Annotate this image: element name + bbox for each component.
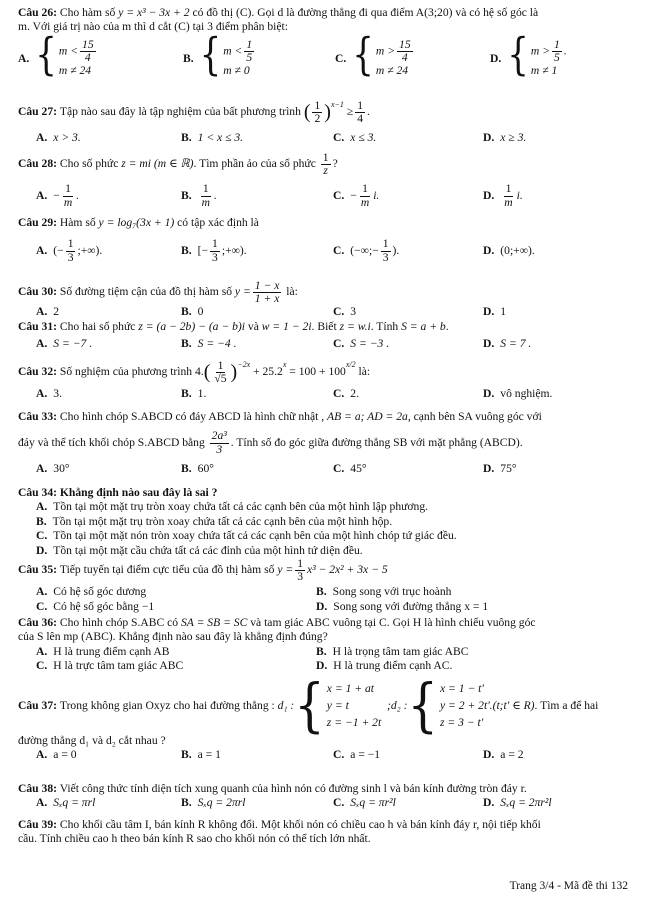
punctuation: . xyxy=(563,44,567,58)
option-letter: C. xyxy=(333,131,345,145)
denominator: m xyxy=(201,195,211,209)
option-text: Sₓq = πrl xyxy=(53,796,96,810)
question-text: có đồ thị (C). Gọi d là đường thẳng đi qua điểm A(3;20) và có hệ số góc là xyxy=(192,6,539,19)
suffix: i. xyxy=(516,188,523,202)
interval-close: ;+∞). xyxy=(221,243,247,257)
question-text: Số nghiệm của phương trình xyxy=(59,365,193,379)
option-letter: B. xyxy=(181,387,192,401)
interval-open: (−∞;− xyxy=(350,243,379,257)
option-letter: B. xyxy=(316,585,327,599)
option-letter: D. xyxy=(483,131,495,145)
option-text: 3 xyxy=(350,305,357,319)
option-d[interactable] xyxy=(483,244,535,258)
math-expr: S = a + b xyxy=(401,320,446,333)
question-text: Cho hàm số xyxy=(59,6,116,19)
numerator: 1 xyxy=(65,182,71,196)
numerator: 1 − x xyxy=(254,279,280,292)
option-letter: B. xyxy=(181,305,192,319)
option-b[interactable] xyxy=(181,796,333,810)
option-letter: C. xyxy=(333,188,345,202)
option-letter: B. xyxy=(36,514,47,528)
denominator: 3 xyxy=(216,442,223,456)
option-text: H là trung điểm cạnh AB xyxy=(53,644,170,658)
question-text: Cho hai số phức xyxy=(59,320,136,333)
option-text: a = −1 xyxy=(350,748,381,762)
question-text: có tập xác định là xyxy=(177,216,259,229)
exponent: x−1 xyxy=(330,100,344,109)
sign: − xyxy=(53,188,60,202)
question-text: là: xyxy=(358,365,371,379)
option-c[interactable] xyxy=(18,529,634,543)
option-a[interactable] xyxy=(18,131,181,145)
option-letter: D. xyxy=(483,748,495,762)
numerator: 1 xyxy=(202,182,209,196)
question-text: Trong không gian Oxyz cho hai đường thẳng : xyxy=(59,698,275,712)
question-27: Câu 27: Tập nào sau đây là tập nghiệm của bất phương trình ( $\frac{1}{2}$ ) $^{x-1}$ ≥ $\frac{1}{4}$ . A. x > 3. B. 1 < x ≤ 3. C. x ≤ 3. D. x ≥ 3. xyxy=(18,99,527,145)
option-text: Sₓq = 2πrl xyxy=(197,796,246,810)
interval-open: [− xyxy=(197,243,209,257)
function-lhs: y = xyxy=(234,285,251,299)
question-label: Câu 39: xyxy=(18,818,57,831)
question-text: Cho hình chóp S.ABC có xyxy=(59,616,179,629)
condition: m ≠ 24 xyxy=(58,64,92,78)
option-text: H là trực tâm tam giác ABC xyxy=(53,659,184,673)
question-text: Cho khối cầu tâm I, bán kính R không đổi. Một khối nón có chiều cao h và bán kính đáy r, nội tiếp khối xyxy=(59,818,541,831)
question-text: và tam giác ABC vuông tại C. Gọi H là hình chiếu vuông góc xyxy=(250,616,536,629)
option-text: Tồn tại một mặt trụ tròn xoay chứa tất cả các cạnh bên của một hình lập phương. xyxy=(53,500,429,514)
exponent: x/2 xyxy=(345,360,356,369)
exponent: x xyxy=(282,360,287,369)
option-letter: D. xyxy=(483,243,495,257)
suffix: . xyxy=(214,188,217,202)
question-label: Câu 35: xyxy=(18,563,57,577)
function-expr: y = x³ − 3x + 2 xyxy=(118,6,190,19)
question-text: . Biết xyxy=(311,320,337,333)
option-a[interactable] xyxy=(18,183,181,208)
option-c[interactable] xyxy=(333,238,483,263)
coefficient: 4. xyxy=(195,365,204,379)
equation-line: x = 1 − t' xyxy=(440,682,484,695)
interval-close: ;+∞). xyxy=(77,243,103,257)
denominator: 3 xyxy=(212,250,218,264)
numerator: 2a³ xyxy=(211,429,227,443)
question-26 xyxy=(18,6,634,94)
question-39 xyxy=(18,818,634,847)
question-text: của S lên mp (ABC). Khẳng định nào sau đây là khẳng định đúng? xyxy=(18,630,328,644)
condition: m > xyxy=(375,44,396,58)
question-text: Tiếp tuyến tại điểm cực tiểu của đồ thị hàm số xyxy=(59,563,275,577)
option-text: x ≤ 3. xyxy=(350,131,377,145)
option-text: 2 xyxy=(53,305,60,319)
option-letter: A. xyxy=(36,748,48,762)
equation-line: z = 3 − t' xyxy=(440,715,484,729)
question-label: Câu 27: xyxy=(18,105,57,119)
numerator: 1 xyxy=(212,237,218,251)
question-text: và xyxy=(247,320,259,333)
question-text: Khẳng định nào sau đây là sai ? xyxy=(59,486,218,499)
option-a[interactable] xyxy=(18,748,181,762)
option-letter: A. xyxy=(36,500,48,514)
option-c[interactable] xyxy=(333,748,483,762)
option-letter: C. xyxy=(333,796,345,810)
question-31 xyxy=(18,320,634,356)
option-text: 0 xyxy=(197,305,204,319)
math-expr: w = 1 − 2i xyxy=(261,320,312,333)
option-a[interactable] xyxy=(18,585,316,599)
question-text: . Tìm phần ảo của số phức xyxy=(193,157,316,171)
denominator: 1 + x xyxy=(254,292,280,306)
option-text: 75° xyxy=(500,461,517,475)
exam-page xyxy=(18,6,634,847)
option-text: a = 0 xyxy=(53,748,77,762)
option-text: S = 7 . xyxy=(500,337,532,351)
denominator: √5 xyxy=(214,372,227,386)
question-text: đường thẳng d₁ và d₂ cắt nhau ? xyxy=(18,734,166,747)
question-label: Câu 30: xyxy=(18,285,57,299)
numerator: 1 xyxy=(297,557,303,570)
option-b[interactable] xyxy=(181,387,333,401)
option-c[interactable] xyxy=(333,337,483,351)
option-letter: A. xyxy=(36,131,48,145)
inequality-sign: ≥ xyxy=(346,105,354,119)
option-text: a = 2 xyxy=(500,748,524,762)
denominator: 4 xyxy=(84,51,91,65)
page-footer: Trang 3/4 - Mã đề thi 132 xyxy=(509,880,628,892)
numerator: 1 xyxy=(554,37,560,51)
question-32: Câu 32: Số nghiệm của phương trình 4. ( $\frac{1}{√5}$ ) $^{-2x}$ + 25.2 $^x$ = 100 + 100 $^{x/2}$ là: A. 3. B. 1. C. 2. D. vô nghiệm. xyxy=(18,359,553,401)
option-letter: A. xyxy=(18,51,30,65)
condition: m < xyxy=(58,44,79,58)
option-b[interactable] xyxy=(181,238,333,263)
question-text: Hàm số xyxy=(59,216,96,229)
option-text: Sₓq = 2πr²l xyxy=(500,796,552,810)
numerator: 1 xyxy=(357,99,363,112)
option-letter: A. xyxy=(36,305,48,319)
option-text: S = −4 . xyxy=(197,337,237,351)
option-letter: B. xyxy=(183,51,194,65)
option-b[interactable] xyxy=(181,462,333,476)
question-36 xyxy=(18,616,634,680)
math-expr: z = (a − 2b) − (a − b)i xyxy=(138,320,245,333)
exponent: −2x xyxy=(237,360,251,369)
question-38 xyxy=(18,782,634,818)
question-35 xyxy=(18,558,634,616)
question-label: Câu 31: xyxy=(18,320,57,333)
denominator: 2 xyxy=(314,112,321,126)
math-expr: SA = SB = SC xyxy=(181,616,248,629)
question-text: Cho số phức xyxy=(59,157,119,171)
function-lhs: y = xyxy=(277,563,294,577)
option-a[interactable] xyxy=(18,387,181,401)
interval-close: ). xyxy=(392,243,400,257)
option-text: Tồn tại một mặt cầu chứa tất cả các đỉnh của một hình tứ diện đều. xyxy=(53,543,363,557)
option-a[interactable]: A. { m < $\frac{15}{4}$ m ≠ 24 xyxy=(18,39,183,79)
punctuation: . xyxy=(366,105,370,119)
question-label: Câu 34: xyxy=(18,486,57,499)
numerator: 1 xyxy=(217,359,224,372)
question-text: đáy và thể tích khối chóp S.ABCD bằng xyxy=(18,435,205,449)
option-text: 3. xyxy=(53,387,62,401)
option-text: (0;+∞). xyxy=(500,243,535,257)
option-d[interactable] xyxy=(18,544,634,558)
condition: m ≠ 0 xyxy=(223,64,250,78)
option-d[interactable]: D. { m > $\frac{1}{5}$ . m ≠ 1 xyxy=(490,29,567,82)
option-text: x ≥ 3. xyxy=(500,131,527,145)
option-letter: C. xyxy=(333,387,345,401)
option-letter: B. xyxy=(181,337,192,351)
interval-open: (− xyxy=(53,243,64,257)
denominator: m xyxy=(63,195,73,209)
option-text: 60° xyxy=(197,461,214,475)
question-28 xyxy=(18,152,634,216)
question-text: Viết công thức tính diện tích xung quanh của hình nón có đường sinh l và bán kính đường tròn đáy r. xyxy=(59,782,527,795)
option-text: S = −7 . xyxy=(53,337,93,351)
option-letter: D. xyxy=(483,461,495,475)
numerator: 1 xyxy=(314,99,321,112)
option-c[interactable] xyxy=(333,305,483,319)
suffix: . xyxy=(76,188,80,202)
option-d[interactable] xyxy=(483,337,531,351)
question-label: Câu 36: xyxy=(18,616,57,629)
suffix: i. xyxy=(373,188,380,202)
numerator: 1 xyxy=(322,151,329,164)
option-letter: D. xyxy=(36,543,48,557)
option-b[interactable] xyxy=(181,337,333,351)
option-letter: D. xyxy=(316,599,328,613)
option-c[interactable] xyxy=(333,462,483,476)
option-letter: A. xyxy=(36,337,48,351)
option-b[interactable] xyxy=(181,305,333,319)
option-b[interactable] xyxy=(316,645,469,659)
denominator: 3 xyxy=(297,570,303,584)
option-text: 30° xyxy=(53,461,70,475)
condition: m < xyxy=(223,44,243,58)
question-label: Câu 38: xyxy=(18,782,57,795)
option-text: x > 3. xyxy=(53,131,81,145)
option-d[interactable] xyxy=(483,131,526,145)
option-c[interactable] xyxy=(18,659,316,673)
question-label: Câu 26: xyxy=(18,6,57,19)
condition: m ≠ 24 xyxy=(375,64,409,78)
question-label: Câu 28: xyxy=(18,157,57,171)
option-letter: B. xyxy=(181,748,192,762)
question-text: . Tính số đo góc giữa đường thẳng SB với mặt phẳng (ABCD). xyxy=(230,435,523,449)
equation-line: z = −1 + 2t xyxy=(326,715,382,729)
option-a[interactable] xyxy=(18,462,181,476)
option-letter: D. xyxy=(483,188,495,202)
numerator: 1 xyxy=(382,237,389,251)
numerator: 15 xyxy=(399,37,411,51)
numerator: 15 xyxy=(82,37,94,51)
option-letter: D. xyxy=(490,51,502,65)
option-b[interactable] xyxy=(316,585,451,599)
denominator: z xyxy=(323,164,328,178)
option-letter: B. xyxy=(181,188,192,202)
option-text: a = 1 xyxy=(197,748,221,762)
numerator: 1 xyxy=(362,182,368,196)
option-c[interactable] xyxy=(333,131,483,145)
option-text: 1 xyxy=(500,305,507,319)
option-a[interactable] xyxy=(18,305,181,319)
option-a[interactable] xyxy=(18,238,181,263)
option-letter: C. xyxy=(333,337,345,351)
denominator: m xyxy=(504,195,513,209)
question-text: , cạnh bên SA vuông góc với xyxy=(407,410,542,423)
option-b[interactable] xyxy=(18,515,634,529)
option-text: vô nghiệm. xyxy=(500,387,553,401)
denominator: 5 xyxy=(554,51,560,65)
line-d1-label: d₁ : xyxy=(277,698,295,712)
option-letter: C. xyxy=(333,461,345,475)
condition: m > xyxy=(530,44,551,58)
question-text: cầu. Tính chiều cao h theo bán kính R sao cho khối nón có thể tích lớn nhất. xyxy=(18,832,371,846)
option-text: Tồn tại một mặt nón tròn xoay chứa tất cả các cạnh bên của một hình chóp tứ giác đều. xyxy=(53,529,457,543)
option-letter: C. xyxy=(333,748,345,762)
option-c[interactable] xyxy=(333,796,483,810)
option-letter: C. xyxy=(36,599,48,613)
option-d[interactable] xyxy=(483,387,552,401)
question-text: . Tìm a để hai xyxy=(534,698,599,712)
function-expr: y = log₇(3x + 1) xyxy=(98,216,175,229)
option-text: Sₓq = πr²l xyxy=(350,796,396,810)
option-text: S = −3 . xyxy=(350,337,390,351)
punctuation: ? xyxy=(332,157,338,171)
question-37: Câu 37: Trong không gian Oxyz cho hai đường thẳng : d₁ : { x = 1 + at y = t z = −1 + 2t ;d₂ : { x = 1 − t' y = 2 + 2t'.(t;t' ∈ R) z = 3 − t' . Tìm a để hai đường thẳng d₁ và d₂ cắt nhau ? A. a = 0 B. a = 1 C. a = −1 D. a = 2 xyxy=(18,682,634,782)
question-34 xyxy=(18,486,634,558)
denominator: 3 xyxy=(67,250,74,264)
question-label: Câu 37: xyxy=(18,698,57,712)
option-text: 1 < x ≤ 3. xyxy=(197,131,244,145)
option-text: H là trọng tâm tam giác ABC xyxy=(332,644,469,658)
option-letter: C. xyxy=(335,51,347,65)
option-letter: A. xyxy=(36,188,48,202)
option-text: 2. xyxy=(350,387,359,401)
option-d[interactable] xyxy=(483,796,552,810)
option-letter: D. xyxy=(483,387,495,401)
option-d[interactable] xyxy=(483,305,506,319)
option-text: Song song với đường thẳng x = 1 xyxy=(333,599,489,613)
option-d[interactable] xyxy=(483,748,524,762)
question-30 xyxy=(18,280,634,320)
denominator: 4 xyxy=(357,112,363,126)
option-letter: A. xyxy=(36,644,48,658)
option-c[interactable] xyxy=(333,183,483,208)
option-b[interactable] xyxy=(181,131,333,145)
option-c[interactable] xyxy=(333,387,483,401)
condition: m ≠ 1 xyxy=(530,64,558,78)
question-29 xyxy=(18,216,634,280)
function-expr: x³ − 2x² + 3x − 5 xyxy=(306,563,388,577)
option-letter: B. xyxy=(316,644,327,658)
option-letter: A. xyxy=(36,243,48,257)
option-letter: A. xyxy=(36,461,48,475)
denominator: 3 xyxy=(382,250,389,264)
option-a[interactable] xyxy=(18,796,181,810)
option-text: 1. xyxy=(197,387,207,401)
option-text: Tồn tại một mặt trụ tròn xoay chứa tất cả các cạnh bên của một hình hộp. xyxy=(52,514,393,528)
option-text: H là trung điểm cạnh AC. xyxy=(333,659,453,673)
equation-line: y = t xyxy=(326,698,349,712)
option-a[interactable] xyxy=(18,337,181,351)
option-letter: C. xyxy=(333,305,345,319)
option-letter: A. xyxy=(36,387,48,401)
math-expr: AB = a; AD = 2a xyxy=(327,410,408,423)
option-b[interactable] xyxy=(181,748,333,762)
option-letter: D. xyxy=(483,305,495,319)
question-text: . Tính xyxy=(370,320,399,333)
denominator: 5 xyxy=(246,51,253,65)
option-b[interactable] xyxy=(181,183,333,208)
question-text: Cho hình chóp S.ABCD có đáy ABCD là hình chữ nhật , xyxy=(59,410,325,423)
numerator: 1 xyxy=(505,182,512,196)
option-letter: B. xyxy=(181,131,192,145)
option-text: Song song với trục hoành xyxy=(332,585,452,599)
option-b[interactable]: B. { m < $\frac{1}{5}$ m ≠ 0 xyxy=(183,39,335,79)
option-letter: B. xyxy=(181,243,192,257)
option-letter: D. xyxy=(483,796,495,810)
option-letter: C. xyxy=(36,529,48,543)
math-term: + 25.2 xyxy=(253,365,283,379)
numerator: 1 xyxy=(246,37,253,51)
option-text: Có hệ số góc dương xyxy=(53,585,147,599)
option-letter: C. xyxy=(36,659,48,673)
option-d[interactable] xyxy=(316,600,488,614)
option-letter: C. xyxy=(333,243,345,257)
math-term: = 100 + 100 xyxy=(289,365,346,379)
denominator: m xyxy=(360,195,370,209)
question-text: Số đường tiệm cận của đồ thị hàm số xyxy=(59,285,233,299)
denominator: 4 xyxy=(401,51,408,65)
sign: − xyxy=(350,188,357,202)
option-d[interactable] xyxy=(483,462,517,476)
equation-line: x = 1 + at xyxy=(326,682,374,695)
option-letter: A. xyxy=(36,585,48,599)
option-letter: D. xyxy=(483,337,495,351)
punctuation: . xyxy=(445,320,449,333)
option-text: Có hệ số góc bằng −1 xyxy=(53,599,155,613)
equation-line: y = 2 + 2t'.(t;t' ∈ R) xyxy=(440,698,535,712)
option-letter: B. xyxy=(181,461,192,475)
question-label: Câu 29: xyxy=(18,216,57,229)
option-c[interactable] xyxy=(18,600,316,614)
option-d[interactable] xyxy=(483,183,523,208)
option-letter: A. xyxy=(36,796,48,810)
question-text: là: xyxy=(286,285,298,299)
question-text: m. Với giá trị nào của m thì d cắt (C) tại 3 điểm phân biệt: xyxy=(18,20,288,34)
option-c[interactable]: C. { m > $\frac{15}{4}$ m ≠ 24 xyxy=(335,39,490,79)
option-text: 45° xyxy=(350,461,367,475)
question-label: Câu 33: xyxy=(18,410,57,423)
math-expr: z = mi (m ∈ ℝ) xyxy=(121,157,194,171)
line-d2-label: ;d₂ : xyxy=(387,698,408,712)
question-label: Câu 32: xyxy=(18,365,57,379)
option-a[interactable] xyxy=(18,500,634,514)
option-a[interactable] xyxy=(18,645,316,659)
option-letter: D. xyxy=(316,659,328,673)
math-expr: z = w.i xyxy=(339,320,371,333)
numerator: 1 xyxy=(67,237,74,251)
question-33 xyxy=(18,410,634,486)
question-text: Tập nào sau đây là tập nghiệm của bất phương trình xyxy=(59,105,301,119)
option-letter: B. xyxy=(181,796,192,810)
